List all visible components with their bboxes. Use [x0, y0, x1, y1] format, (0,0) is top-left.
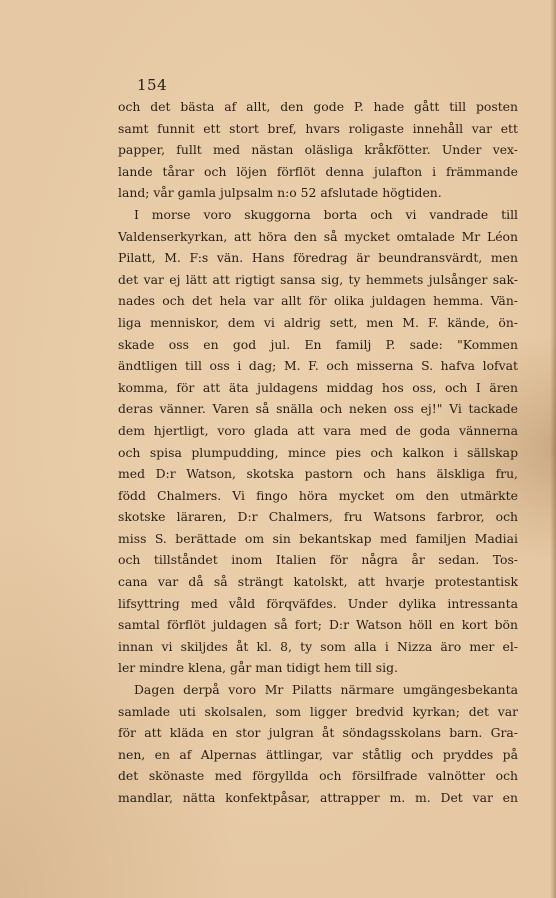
text-line: och spisa plumpudding, mince pies och kalkon i sällskap: [118, 444, 518, 460]
text-line: deras vänner. Varen så snälla och neken oss ej!" Vi tackade: [118, 401, 518, 417]
text-line: skade oss en god jul. En familj P. sade: "Kommen: [118, 336, 518, 352]
text-line: samt funnit ett stort bref, hvars roligaste innehåll var ett: [118, 120, 518, 136]
page-edge-shadow: [550, 0, 556, 898]
text-line: för att kläda en stor julgran åt söndagsskolans barn. Gra-: [118, 725, 518, 741]
text-line: mandlar, nätta konfektpåsar, attrapper m. m. Det var en: [118, 790, 518, 805]
text-line: liga menniskor, dem vi aldrig sett, men M. F. kände, ön-: [118, 314, 518, 330]
text-line: ändtligen till oss i dag; M. F. och misserna S. hafva lofvat: [118, 358, 518, 374]
text-line: skotske läraren, D:r Chalmers, fru Watsons farbror, och: [118, 509, 518, 525]
text-line: nades och det hela var allt för olika juldagen hemma. Vän-: [118, 293, 518, 309]
text-line: och det bästa af allt, den gode P. hade gått till posten: [118, 99, 518, 114]
page-number: 154: [137, 76, 168, 94]
text-line: komma, för att äta juldagens middag hos oss, och I ären: [118, 379, 518, 395]
text-line: samlade uti skolsalen, som ligger bredvid kyrkan; det var: [118, 703, 518, 719]
text-line: Dagen derpå voro Mr Pilatts närmare umgängesbekanta: [134, 682, 518, 698]
text-line: lifsyttring med våld förqväfdes. Under dylika intressanta: [118, 595, 518, 611]
text-line: ler mindre klena, går man tidigt hem till sig.: [118, 660, 398, 676]
text-line: papper, fullt med nästan oläsliga kråkfötter. Under vex-: [118, 142, 518, 158]
text-line: nen, en af Alpernas ättlingar, var ståtlig och pryddes på: [118, 746, 518, 762]
text-line: innan vi skiljdes åt kl. 8, ty som alla i Nizza äro mer el-: [118, 638, 518, 654]
text-line: Pilatt, M. F:s vän. Hans föredrag är beundransvärdt, men: [118, 250, 518, 266]
text-line: dem hjertligt, voro glada att vara med de goda vännerna: [118, 422, 518, 438]
text-line: och tillståndet inom Italien för några år sedan. Tos-: [118, 552, 518, 568]
text-line: miss S. berättade om sin bekantskap med familjen Madiai: [118, 530, 518, 546]
text-line: med D:r Watson, skotska pastorn och hans älskliga fru,: [118, 466, 518, 482]
body-text: [118, 96, 518, 809]
text-line: född Chalmers. Vi fingo höra mycket om den utmärkte: [118, 487, 518, 503]
text-line: det skönaste med förgyllda och försilfrade valnötter och: [118, 768, 518, 784]
text-line: det var ej lätt att rigtigt sansa sig, ty hemmets julsånger sak-: [118, 271, 518, 287]
text-line: I morse voro skuggorna borta och vi vandrade till: [134, 206, 518, 222]
text-line: cana var då så strängt katolskt, att hvarje protestantisk: [118, 574, 518, 590]
text-line: land; vår gamla julpsalm n:o 52 afslutade högtiden.: [118, 185, 442, 201]
text-line: Valdenserkyrkan, att höra den så mycket omtalade Mr Léon: [118, 228, 518, 244]
text-line: samtal förflöt juldagen så fort; D:r Watson höll en kort bön: [118, 617, 518, 633]
text-line: lande tårar och löjen förflöt denna julafton i främmande: [118, 163, 518, 179]
